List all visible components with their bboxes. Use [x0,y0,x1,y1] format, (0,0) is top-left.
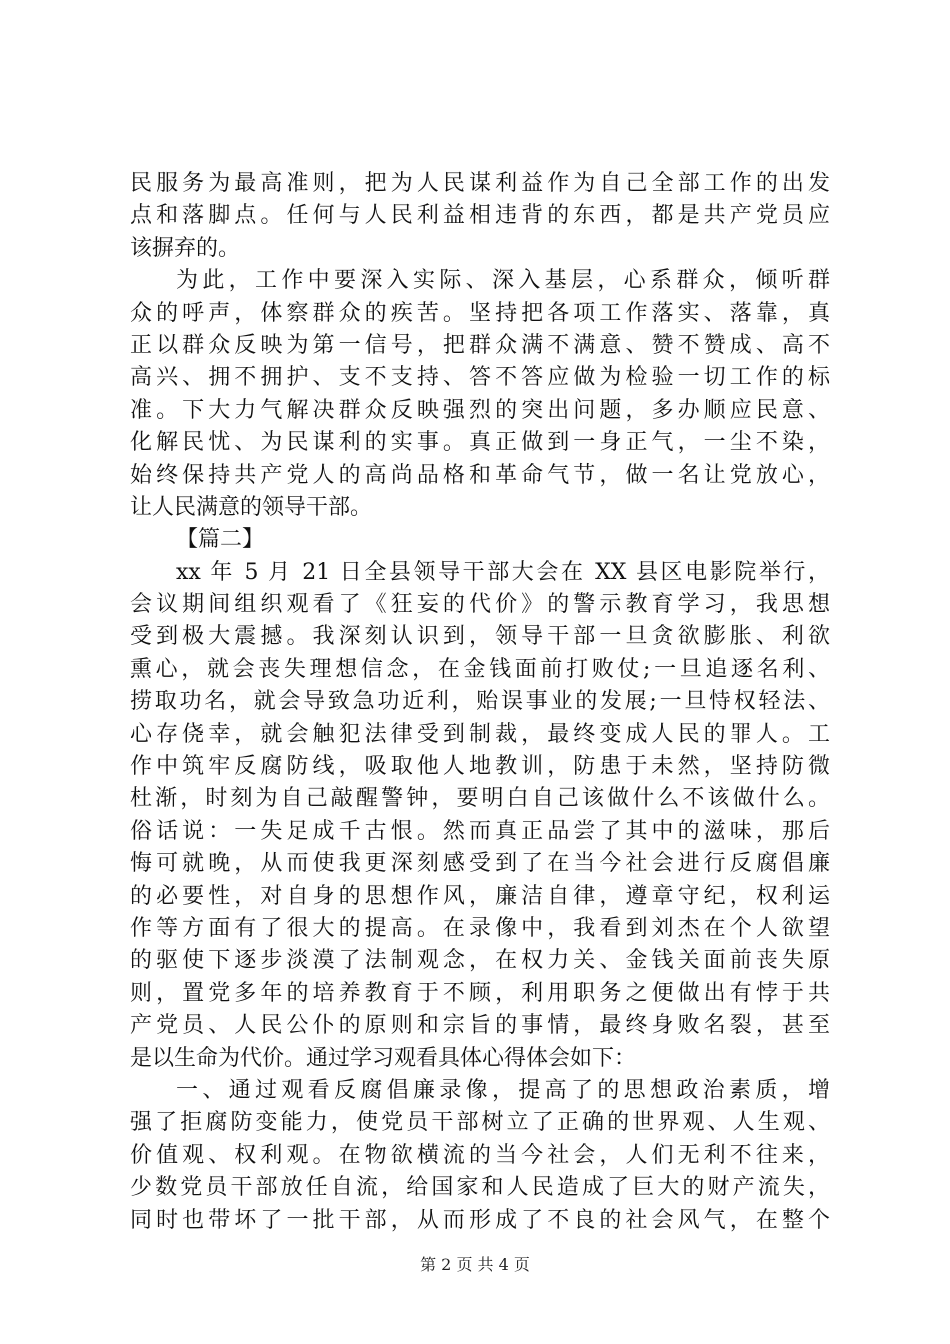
text-line: 强了拒腐防变能力，使党员干部树立了正确的世界观、人生观、 [130,1110,830,1136]
text-line: 作等方面有了很大的提高。在录像中，我看到刘杰在个人欲望 [130,915,830,941]
text-line: 的驱使下逐步淡漠了法制观念，在权力关、金钱关面前丧失原 [130,948,830,974]
text-line: 捞取功名，就会导致急功近利，贻误事业的发展;一旦恃权轻法、 [130,689,830,715]
text-line: 熏心，就会丧失理想信念，在金钱面前打败仗;一旦追逐名利、 [130,656,830,682]
text-line: 杜渐，时刻为自己敲醒警钟，要明白自己该做什么不该做什么。 [130,786,830,812]
text-line: 让人民满意的领导干部。 [130,494,373,520]
text-line: 作中筑牢反腐防线，吸取他人地教训，防患于未然，坚持防微 [130,754,830,780]
text-line: 会议期间组织观看了《狂妄的代价》的警示教育学习，我思想 [130,592,830,618]
text-line: 心存侥幸，就会触犯法律受到制裁，最终变成人民的罪人。工 [130,721,830,747]
text-line: 准。下大力气解决群众反映强烈的突出问题，多办顺应民意、 [130,397,830,423]
page-number-footer: 第 2 页 共 4 页 [420,1255,530,1274]
text-line: 众的呼声，体察群众的疾苦。坚持把各项工作落实、落靠，真 [130,300,830,326]
text-line: 高兴、拥不拥护、支不支持、答不答应做为检验一切工作的标 [130,365,830,391]
text-line: 的必要性，对自身的思想作风，廉洁自律，遵章守纪，权利运 [130,883,830,909]
document-body [130,168,830,1237]
text-line: 俗话说：一失足成千古恨。然而真正品尝了其中的滋味，那后 [130,818,830,844]
text-line: 【篇二】 [176,527,265,553]
text-line: 价值观、权利观。在物欲横流的当今社会，人们无利不往来， [130,1142,830,1168]
text-line: 则，置党多年的培养教育于不顾，利用职务之便做出有悖于共 [130,980,830,1006]
text-line: 产党员、人民公仆的原则和宗旨的事情，最终身败名裂，甚至 [130,1013,830,1039]
text-line: 正以群众反映为第一信号，把群众满不满意、赞不赞成、高不 [130,332,830,358]
text-line: 受到极大震撼。我深刻认识到，领导干部一旦贪欲膨胀、利欲 [130,624,830,650]
text-line: 始终保持共产党人的高尚品格和革命气节，做一名让党放心， [130,462,830,488]
text-line: 悔可就晚，从而使我更深刻感受到了在当今社会进行反腐倡廉 [130,851,830,877]
text-line: 民服务为最高准则，把为人民谋利益作为自己全部工作的出发 [130,171,830,196]
text-line: xx 年 5 月 21 日全县领导干部大会在 XX 县区电影院举行， [176,559,830,585]
text-line: 是以生命为代价。通过学习观看具体心得体会如下： [130,1045,637,1071]
text-line: 一、通过观看反腐倡廉录像，提高了的思想政治素质，增 [176,1077,830,1103]
text-line: 化解民忧、为民谋利的实事。真正做到一身正气，一尘不染， [130,430,830,456]
text-line: 为此，工作中要深入实际、深入基层，心系群众，倾听群 [176,268,830,294]
text-line: 点和落脚点。任何与人民利益相违背的东西，都是共产党员应 [130,203,830,229]
text-line: 该摒弃的。 [130,235,241,261]
text-line: 少数党员干部放任自流，给国家和人民造成了巨大的财产流失， [130,1175,830,1201]
text-line: 同时也带坏了一批干部，从而形成了不良的社会风气，在整个 [130,1207,830,1233]
